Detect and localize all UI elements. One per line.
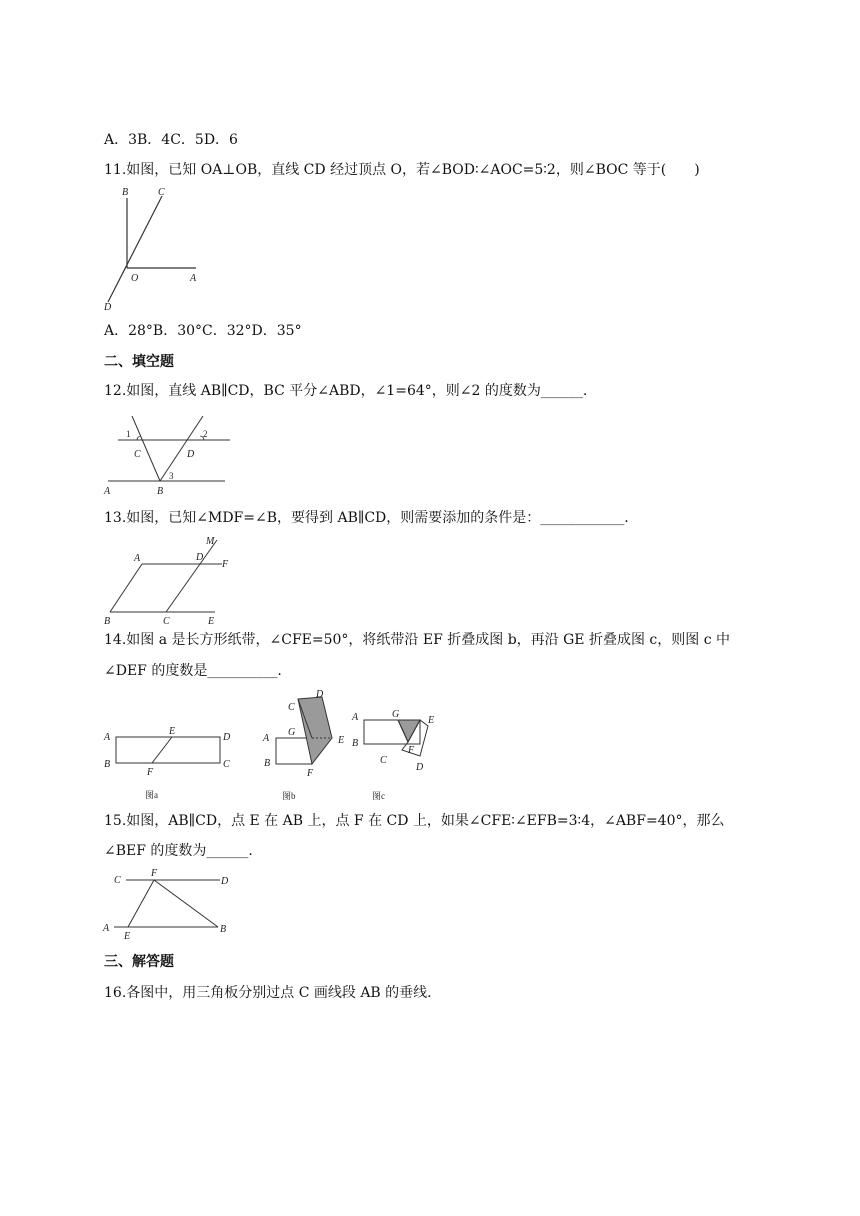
q15-label-a: A bbox=[103, 923, 110, 934]
q14-text-line1: 14.如图 a 是长方形纸带，∠CFE=50°，将纸带沿 EF 折叠成图 b，再沿 GE 折叠成图 c，则图 c 中 bbox=[104, 632, 731, 648]
q14c-label-a: A bbox=[352, 712, 359, 723]
q14-figure-b bbox=[260, 688, 350, 806]
section2-title: 二、填空题 bbox=[104, 354, 174, 370]
q11-figure bbox=[100, 184, 210, 314]
q13-label-a: A bbox=[134, 553, 141, 564]
q15-text-line1: 15.如图，AB∥CD，点 E 在 AB 上，点 F 在 CD 上，如果∠CFE∶∠EFB=3∶4，∠ABF=40°，那么 bbox=[104, 813, 725, 829]
q15-text-line2: ∠BEF 的度数为______. bbox=[104, 843, 253, 859]
q14c-label-e: E bbox=[428, 715, 435, 726]
q11-label-b: B bbox=[122, 187, 129, 198]
q13-label-d: D bbox=[196, 552, 204, 563]
q15-label-d: D bbox=[221, 876, 229, 887]
q14a-label-f: F bbox=[147, 767, 154, 778]
q11-label-a: A bbox=[190, 273, 197, 284]
q13-label-e: E bbox=[208, 616, 215, 626]
q15-label-e: E bbox=[124, 931, 131, 942]
q14a-label-e: E bbox=[169, 726, 176, 737]
q14c-label-d: D bbox=[416, 762, 424, 773]
q14c-label-c: C bbox=[380, 755, 387, 766]
q14a-label-a: A bbox=[104, 732, 111, 743]
q12-label-2: 2 bbox=[203, 429, 208, 439]
q13-label-c: C bbox=[163, 616, 170, 626]
q14a-label-c: C bbox=[223, 759, 230, 770]
q11-label-o: O bbox=[131, 273, 139, 284]
q11-text: 11.如图，已知 OA⊥OB，直线 CD 经过顶点 O，若∠BOD∶∠AOC=5∶2，则∠BOC 等于( ) bbox=[104, 162, 700, 178]
q15-label-c: C bbox=[114, 875, 121, 886]
q14b-caption: 图b bbox=[282, 791, 296, 801]
q14b-label-d: D bbox=[316, 689, 324, 700]
q14b-label-f: F bbox=[307, 768, 314, 779]
q14c-label-g: G bbox=[392, 709, 400, 720]
q14-text-line2: ∠DEF 的度数是__________. bbox=[104, 663, 282, 679]
q13-text: 13.如图，已知∠MDF=∠B，要得到 AB∥CD，则需要添加的条件是：____________. bbox=[104, 510, 629, 526]
q14b-label-g: G bbox=[288, 727, 296, 738]
q12-label-a: A bbox=[104, 486, 111, 497]
section3-title: 三、解答题 bbox=[104, 954, 174, 970]
q14c-caption: 图c bbox=[372, 791, 385, 801]
q10-options: A．3B．4C．5D．6 bbox=[104, 132, 238, 148]
q12-label-c: C bbox=[134, 449, 141, 460]
q14b-label-e: E bbox=[338, 735, 345, 746]
q15-label-b: B bbox=[220, 924, 227, 935]
q11-label-d: D bbox=[104, 302, 112, 313]
q11-label-c: C bbox=[158, 187, 165, 198]
q13-figure bbox=[100, 534, 235, 626]
q15-label-f: F bbox=[151, 868, 158, 879]
q14b-label-a: A bbox=[263, 733, 270, 744]
q14c-label-f: F bbox=[408, 745, 415, 756]
q12-label-b: B bbox=[157, 486, 164, 497]
q12-label-3: 3 bbox=[169, 471, 174, 481]
q16-text: 16.各图中，用三角板分别过点 C 画线段 AB 的垂线. bbox=[104, 985, 432, 1001]
q12-text: 12.如图，直线 AB∥CD，BC 平分∠ABD，∠1=64°，则∠2 的度数为______. bbox=[104, 383, 588, 399]
q14a-label-d: D bbox=[223, 732, 231, 743]
q14a-label-b: B bbox=[104, 759, 111, 770]
q14c-label-b: B bbox=[352, 738, 359, 749]
q11-options: A．28°B．30°C．32°D．35° bbox=[104, 323, 302, 339]
q15-figure bbox=[100, 866, 235, 942]
q12-label-1: 1 bbox=[126, 429, 131, 439]
q14-figure-c bbox=[346, 706, 446, 806]
q14b-label-c: C bbox=[288, 702, 295, 713]
q14a-caption: 图a bbox=[145, 790, 158, 800]
q14b-label-b: B bbox=[264, 758, 271, 769]
q13-label-f: F bbox=[222, 559, 229, 570]
q14-figure-a bbox=[100, 722, 240, 806]
q13-label-b: B bbox=[104, 616, 111, 626]
q12-figure bbox=[100, 406, 235, 498]
q13-label-m: M bbox=[206, 536, 215, 547]
q12-label-d: D bbox=[187, 449, 195, 460]
